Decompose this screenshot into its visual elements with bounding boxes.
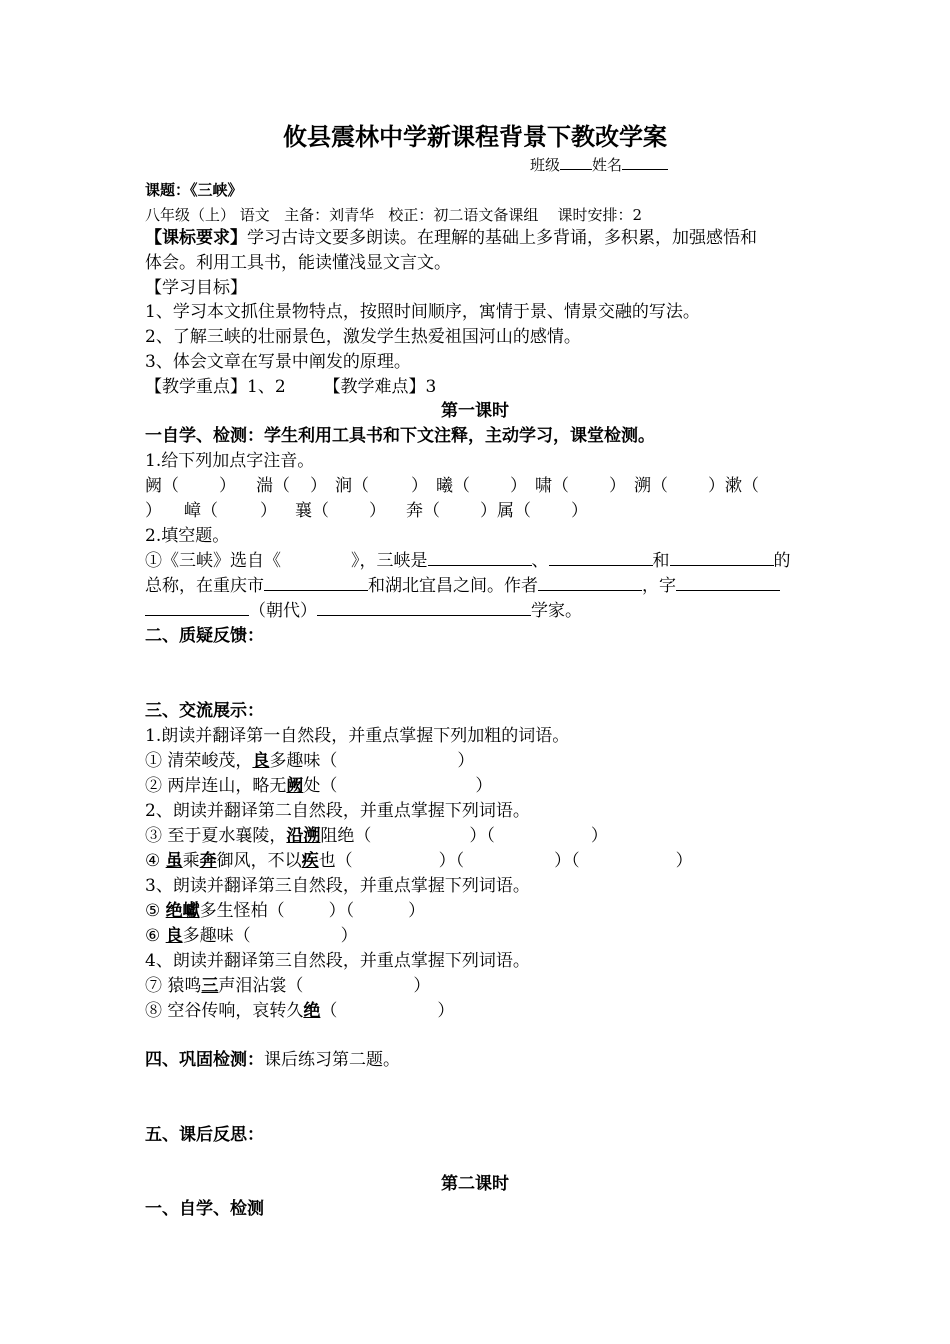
info-line: 八年级（上） 语文 主备：刘青华 校正：初二语文备课组 课时安排：2: [145, 206, 642, 224]
pinyin-item: 襄（: [295, 501, 329, 521]
item-8: [145, 999, 454, 1023]
standard-label: 【课标要求】: [145, 228, 247, 248]
page-title: 攸县震林中学新课程背景下教改学案: [283, 122, 667, 151]
name-blank: [622, 153, 668, 170]
pinyin-item: ）: [310, 476, 327, 496]
pinyin-item: ）: [219, 476, 236, 496]
fill-text: 、: [531, 551, 549, 571]
pinyin-item: 溯（: [634, 476, 668, 496]
section-4-text: 课后练习第二题。: [264, 1050, 400, 1070]
standard-text-1: 学习古诗文要多朗读。在理解的基础上多背诵，多积累，加强感悟和: [247, 228, 757, 248]
pinyin-item: ）属（: [480, 501, 531, 521]
item-text: ）: [675, 851, 693, 871]
pinyin-item: ）: [411, 476, 428, 496]
section-5-heading: 五、课后反思：: [145, 1125, 264, 1145]
item-text: 处（: [303, 776, 338, 796]
task-4: 4、朗读并翻译第三自然段，并重点掌握下列词语。: [145, 951, 530, 971]
item-text: ③ 至于夏水襄陵，: [145, 826, 287, 846]
item-text: ④: [145, 851, 166, 871]
item-3: [145, 824, 608, 848]
class-name-line: [530, 153, 668, 177]
class-blank: [560, 153, 592, 170]
question-2: 2.填空题。: [145, 526, 230, 546]
section-3-heading: 三、交流展示：: [145, 701, 264, 721]
fill-line-3: [145, 599, 582, 623]
item-text: 多趣味（: [182, 926, 251, 946]
topic: 课题：《三峡》: [145, 181, 243, 199]
item-text: ）: [413, 976, 431, 996]
answer-blank[interactable]: [428, 549, 532, 566]
item-text: （: [320, 1001, 338, 1021]
fill-text: 和湖北宜昌之间。作者: [368, 576, 538, 596]
item-text: 御风，不以: [216, 851, 302, 871]
fill-text: 的: [773, 551, 791, 571]
pinyin-item: ）漱（: [708, 476, 759, 496]
fill-text: ，字: [642, 576, 676, 596]
item-2: [145, 774, 492, 798]
key-word: 绝: [303, 1001, 321, 1021]
pinyin-item: ）: [571, 501, 588, 521]
goals-label: 【学习目标】: [145, 278, 247, 298]
fill-text: 和: [652, 551, 670, 571]
fill-text: 》，三峡是: [351, 551, 428, 571]
pinyin-item: 曦（: [436, 476, 470, 496]
fill-text: 总称，在重庆市: [145, 576, 264, 596]
item-text: ）: [437, 1001, 455, 1021]
item-text: ）: [457, 751, 475, 771]
lesson-1-heading: 第一课时: [441, 401, 509, 421]
item-text: ⑤: [145, 901, 166, 921]
item-text: 多趣味（: [269, 751, 338, 771]
section-4: [145, 1048, 400, 1072]
task-2: 2、朗读并翻译第二自然段，并重点掌握下列词语。: [145, 801, 530, 821]
key-word: 沿溯: [286, 826, 321, 846]
section-4-heading: 四、巩固检测：: [145, 1050, 264, 1070]
class-label: 班级: [530, 156, 561, 174]
name-label: 姓名: [592, 156, 623, 174]
answer-blank[interactable]: [317, 599, 531, 616]
goal-item: 2、了解三峡的壮丽景色，激发学生热爱祖国河山的感情。: [145, 327, 581, 347]
pinyin-item: ）: [369, 501, 386, 521]
fill-line-2: [145, 574, 780, 598]
pinyin-row-2: [145, 499, 588, 523]
key-word: 良: [252, 751, 270, 771]
item-text: 也（: [318, 851, 353, 871]
fill-text: ①《三峡》选自《: [145, 551, 281, 571]
item-text: ）: [590, 826, 608, 846]
key-points: 【教学重点】1、2 【教学难点】3: [145, 377, 437, 397]
key-word: 奔: [199, 851, 217, 871]
answer-blank[interactable]: [549, 549, 653, 566]
answer-blank[interactable]: [145, 599, 249, 616]
item-text: ① 清荣峻茂，: [145, 751, 253, 771]
item-text: 声泪沾裳（: [218, 976, 304, 996]
pinyin-item: 嶂（: [184, 501, 218, 521]
pinyin-item: 湍（: [256, 476, 290, 496]
item-1: [145, 749, 474, 773]
answer-blank[interactable]: [264, 574, 368, 591]
item-text: ）（: [438, 851, 465, 871]
item-text: 乘: [182, 851, 200, 871]
item-text: ）: [408, 901, 426, 921]
item-text: ⑦ 猿鸣: [145, 976, 202, 996]
pinyin-item: 涧（: [335, 476, 369, 496]
answer-blank[interactable]: [676, 574, 780, 591]
standard-line-2: 体会。利用工具书，能读懂浅显文言文。: [145, 253, 451, 273]
key-word: 阙: [286, 776, 304, 796]
key-word: 绝巘: [165, 901, 200, 921]
key-word: 疾: [301, 851, 319, 871]
pinyin-item: ）: [609, 476, 626, 496]
lesson-2-heading: 第二课时: [441, 1174, 509, 1194]
answer-blank[interactable]: [538, 574, 642, 591]
fill-text: （朝代）: [249, 601, 317, 621]
item-text: ② 两岸连山，略无: [145, 776, 287, 796]
item-4: [145, 849, 693, 873]
section-1-heading: 一自学、检测：学生利用工具书和下文注释，主动学习，课堂检测。: [145, 426, 655, 446]
item-6: [145, 924, 358, 948]
pinyin-item: ）: [145, 501, 162, 521]
task-1: 1.朗读并翻译第一自然段，并重点掌握下列加粗的词语。: [145, 726, 570, 746]
pinyin-item: 阙（: [145, 476, 179, 496]
item-7: [145, 974, 430, 998]
goal-item: 3、体会文章在写景中阐发的原理。: [145, 352, 411, 372]
key-word: 三: [201, 976, 219, 996]
pinyin-item: 奔（: [406, 501, 440, 521]
item-text: ）（: [469, 826, 495, 846]
item-text: ）（: [328, 901, 355, 921]
item-text: ）（: [554, 851, 580, 871]
task-3: 3、朗读并翻译第三自然段，并重点掌握下列词语。: [145, 876, 530, 896]
section-2-heading: 二、质疑反馈：: [145, 626, 264, 646]
question-1: 1.给下列加点字注音。: [145, 451, 315, 471]
fill-text: 学家。: [531, 601, 582, 621]
pinyin-row-1: [145, 474, 759, 498]
item-text: ⑧ 空谷传响，哀转久: [145, 1001, 304, 1021]
pinyin-item: ）: [510, 476, 527, 496]
pinyin-item: 啸（: [535, 476, 569, 496]
goal-item: 1、学习本文抓住景物特点，按照时间顺序，寓情于景、情景交融的写法。: [145, 302, 700, 322]
item-5: [145, 899, 425, 923]
answer-blank[interactable]: [670, 549, 774, 566]
standard-line-1: [145, 226, 757, 250]
item-text: ⑥: [145, 926, 166, 946]
key-word: 良: [165, 926, 183, 946]
item-text: 阻绝（: [320, 826, 372, 846]
item-text: ）: [340, 926, 358, 946]
item-text: 多生怪柏（: [199, 901, 285, 921]
key-word: 虽: [165, 851, 183, 871]
pinyin-item: ）: [260, 501, 277, 521]
item-text: ）: [475, 776, 493, 796]
fill-line-1: [145, 549, 791, 573]
section-6-heading: 一、自学、检测: [145, 1199, 264, 1219]
